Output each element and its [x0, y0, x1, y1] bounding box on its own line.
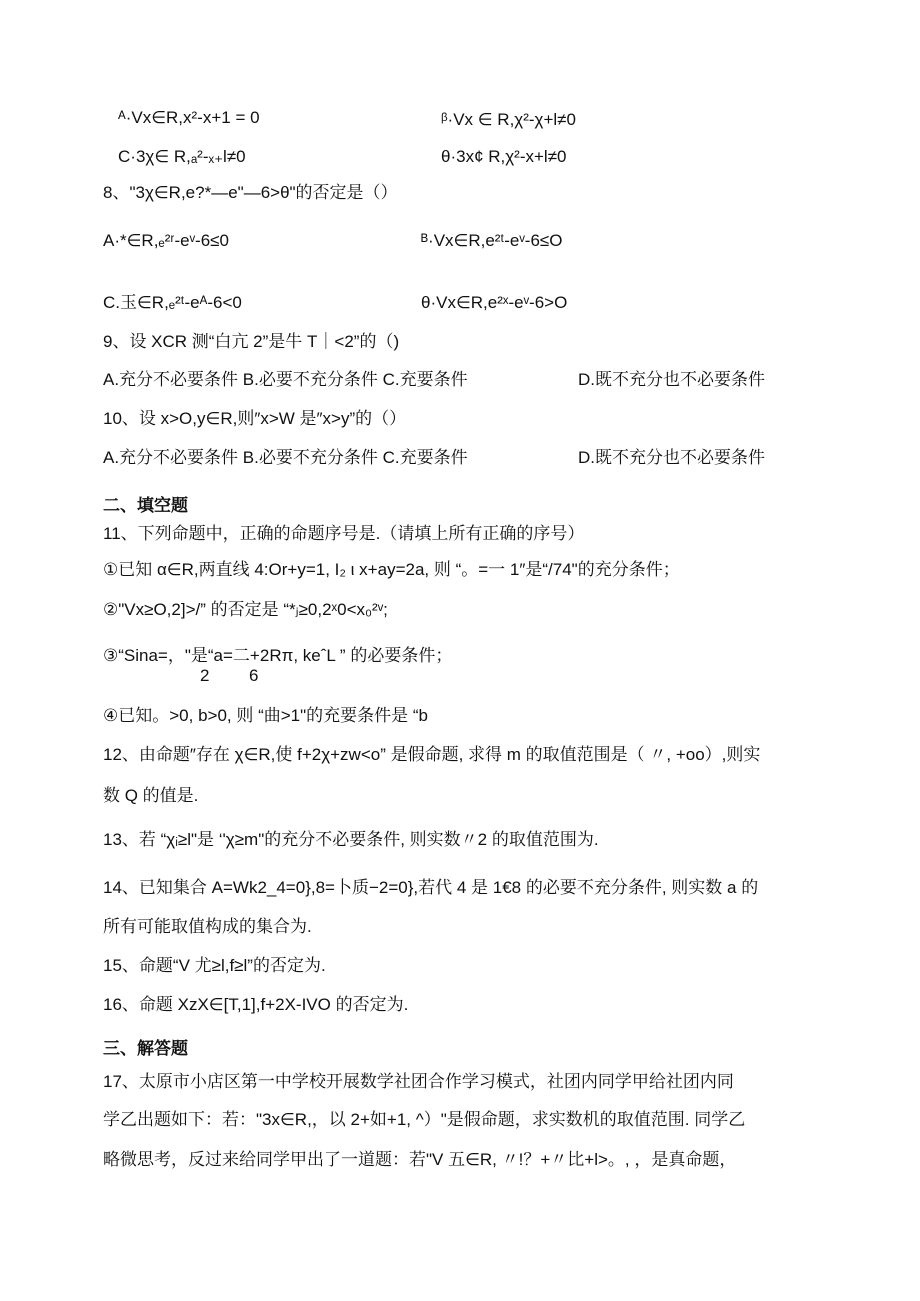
q14-line-2: 所有可能取值构成的集合为. [103, 917, 312, 936]
q9-stem: 9、设 XCR 测“白亢 2”是牛 T｜<2”的（) [103, 332, 400, 351]
q11-item-4: ④已知。>0, b>0, 则 “曲>1"的充要条件是 “b [103, 706, 428, 725]
q11-item-3: ③“Sina=，"是“a=二+2Rπ, keˆL ” 的必要条件； [103, 646, 453, 665]
q11-item-2: ②"Vx≥O,2]>/” 的否定是 “*ⱼ≥0,2ˣ0<x₀²ᵛ; [103, 600, 388, 619]
q17-line-2: 学乙出题如下：若："3x∈R,，以 2+如+1, ^）"是假命题，求实数机的取值范围. 同学乙 [103, 1110, 746, 1129]
q11-item-1: ①已知 α∈R,两直线 4:Or+y=1, I₂ ι x+ay=2a, 则 “。=一 1″是“/74"的充分条件； [103, 560, 680, 579]
q9-option-d: D.既不充分也不必要条件 [578, 370, 765, 389]
q11-item-3-denominator: 6 [249, 666, 259, 685]
q17-line-1: 17、太原市小店区第一中学校开展数学社团合作学习模式，社团内同学甲给社团内同 [103, 1072, 734, 1091]
q7-option-b: ᵝ·Vx ∈ R,χ²-χ+l≠0 [441, 110, 576, 129]
q7-option-d: θ·3x¢ R,χ²-x+l≠0 [441, 147, 567, 166]
q12-line-2: 数 Q 的值是. [103, 786, 199, 805]
q8-option-d: θ·Vx∈R,e²ˣ-eᵛ-6>O [421, 293, 568, 312]
q17-line-3: 略微思考，反过来给同学甲出了一道题：若"V 五∈R, 〃!？+〃比+l>。, ，是真命题， [103, 1150, 737, 1169]
q10-options: A.充分不必要条件 B.必要不充分条件 C.充要条件 [103, 448, 468, 467]
q7-option-c: C·3χ∈ R,ₐ²-ₓ₊l≠0 [118, 147, 246, 166]
q10-option-d: D.既不充分也不必要条件 [578, 448, 765, 467]
q8-option-c: C.玉∈R,ₑ²ᵗ-eᴬ-6<0 [103, 293, 242, 312]
section-fill-in-heading: 二、填空题 [103, 496, 188, 515]
q8-option-a: A·*∈R,ₑ²ʳ-eᵛ-6≤0 [103, 231, 229, 250]
section-answer-heading: 三、解答题 [103, 1039, 188, 1058]
q15: 15、命题“V 尤≥l,f≥l”的否定为. [103, 956, 326, 975]
q9-options: A.充分不必要条件 B.必要不充分条件 C.充要条件 [103, 370, 468, 389]
q14-line-1: 14、已知集合 A=Wk2_4=0},8=卜质−2=0},若代 4 是 1€8 的必要不充分条件, 则实数 a 的 [103, 878, 759, 897]
q12-line-1: 12、由命题″存在 χ∈R,使 f+2χ+zw<o” 是假命题, 求得 m 的取值范围是（ 〃, +oo）,则实 [103, 745, 761, 764]
q10-stem: 10、设 x>O,y∈R,则″x>W 是″x>y”的（） [103, 409, 407, 428]
q13: 13、若 “χᵢ≥l"是 ‘'χ≥m"的充分不必要条件, 则实数〃2 的取值范围为. [103, 830, 599, 849]
q8-stem: 8、"3χ∈R,e?*—e"—6>θ"的否定是（） [103, 183, 398, 202]
q8-option-b: ᴮ·Vx∈R,e²ᵗ-eᵛ-6≤O [421, 231, 563, 250]
q11-item-3-denominator: 2 [200, 666, 210, 685]
q11-stem: 11、下列命题中，正确的命题序号是.（请填上所有正确的序号） [103, 524, 585, 543]
q16: 16、命题 XzX∈[T,1],f+2X-IVO 的否定为. [103, 995, 409, 1014]
q7-option-a: ᴬ·Vx∈R,x²-x+1 = 0 [118, 108, 260, 127]
